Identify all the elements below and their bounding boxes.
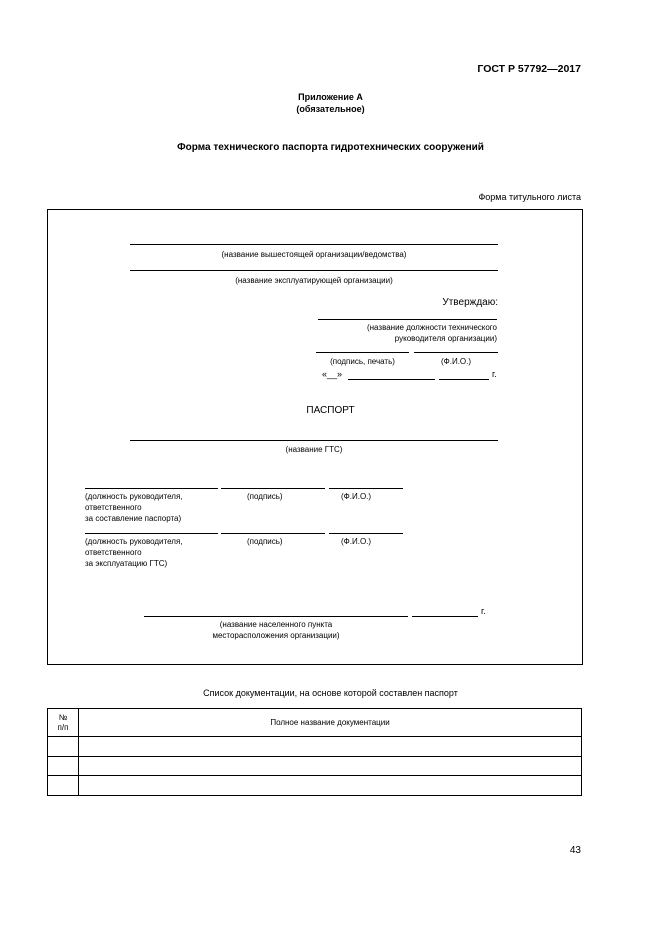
signer1-position-3: за составление паспорта) [85, 514, 182, 523]
signer2-fio-caption: (Ф.И.О.) [341, 537, 372, 546]
table-cell [48, 737, 79, 757]
passport-heading: ПАСПОРТ [306, 405, 355, 416]
table-row [48, 737, 582, 757]
signer2-position-1: (должность руководителя, [85, 537, 183, 546]
signer2-sign-caption: (подпись) [247, 537, 283, 546]
appendix-title: Приложение А [298, 92, 363, 102]
signer2-sign-line [221, 533, 325, 534]
signer1-sign-caption: (подпись) [247, 492, 283, 501]
operator-org-line [130, 270, 498, 271]
table-row [48, 776, 582, 796]
table-cell [79, 776, 582, 796]
col-name-header: Полное название документации [79, 709, 582, 737]
col-num-label-1: № [58, 712, 68, 722]
higher-org-line [130, 244, 498, 245]
date-month-line [348, 379, 435, 380]
page-number: 43 [569, 845, 581, 856]
tech-head-line [318, 319, 497, 320]
signer1-position-line [85, 488, 218, 489]
place-caption-2: месторасположения организации) [212, 631, 340, 640]
signer1-sign-line [221, 488, 325, 489]
col-num-header [48, 709, 79, 737]
operator-org-caption: (название эксплуатирующей организации) [235, 276, 393, 285]
sign-line [316, 352, 409, 353]
place-line [144, 616, 408, 617]
signer2-position-line [85, 533, 218, 534]
place-year-suffix: г. [481, 606, 486, 616]
higher-org-caption: (название вышестоящей организации/ведомства) [221, 250, 407, 259]
appendix-status: (обязательное) [296, 104, 365, 114]
table-cell [48, 757, 79, 776]
hts-caption: (название ГТС) [285, 445, 343, 454]
date-year-suffix: г. [492, 369, 497, 379]
tech-head-caption-2: руководителя организации) [394, 334, 497, 343]
col-num-label-2: п/п [57, 722, 69, 732]
doc-list-table [47, 708, 582, 796]
sign-caption: (подпись, печать) [330, 357, 395, 366]
date-year-line [439, 379, 489, 380]
doc-list-title: Список документации, на основе которой составлен паспорт [203, 688, 458, 698]
signer1-position-1: (должность руководителя, [85, 492, 183, 501]
tech-head-caption-1: (название должности технического [366, 323, 497, 332]
table-cell [79, 757, 582, 776]
signer2-position-2: ответственного [85, 548, 142, 557]
hts-line [130, 440, 498, 441]
fio-caption: (Ф.И.О.) [440, 357, 472, 366]
table-row [48, 757, 582, 776]
table-cell [79, 737, 582, 757]
date-day: «__» [322, 369, 343, 379]
signer1-fio-caption: (Ф.И.О.) [341, 492, 372, 501]
signer1-position-2: ответственного [85, 503, 142, 512]
signer1-fio-line [329, 488, 403, 489]
signer2-fio-line [329, 533, 403, 534]
title-page-label: Форма титульного листа [478, 192, 581, 202]
place-caption-1: (название населенного пункта [219, 620, 333, 629]
doc-table-header-row [48, 709, 582, 737]
table-cell [48, 776, 79, 796]
approve-label: Утверждаю: [442, 297, 498, 308]
standard-code: ГОСТ Р 57792—2017 [477, 63, 581, 75]
signer2-position-3: за эксплуатацию ГТС) [85, 559, 168, 568]
form-title: Форма технического паспорта гидротехнических сооружений [177, 142, 484, 153]
place-year-line [412, 616, 478, 617]
fio-line [414, 352, 498, 353]
